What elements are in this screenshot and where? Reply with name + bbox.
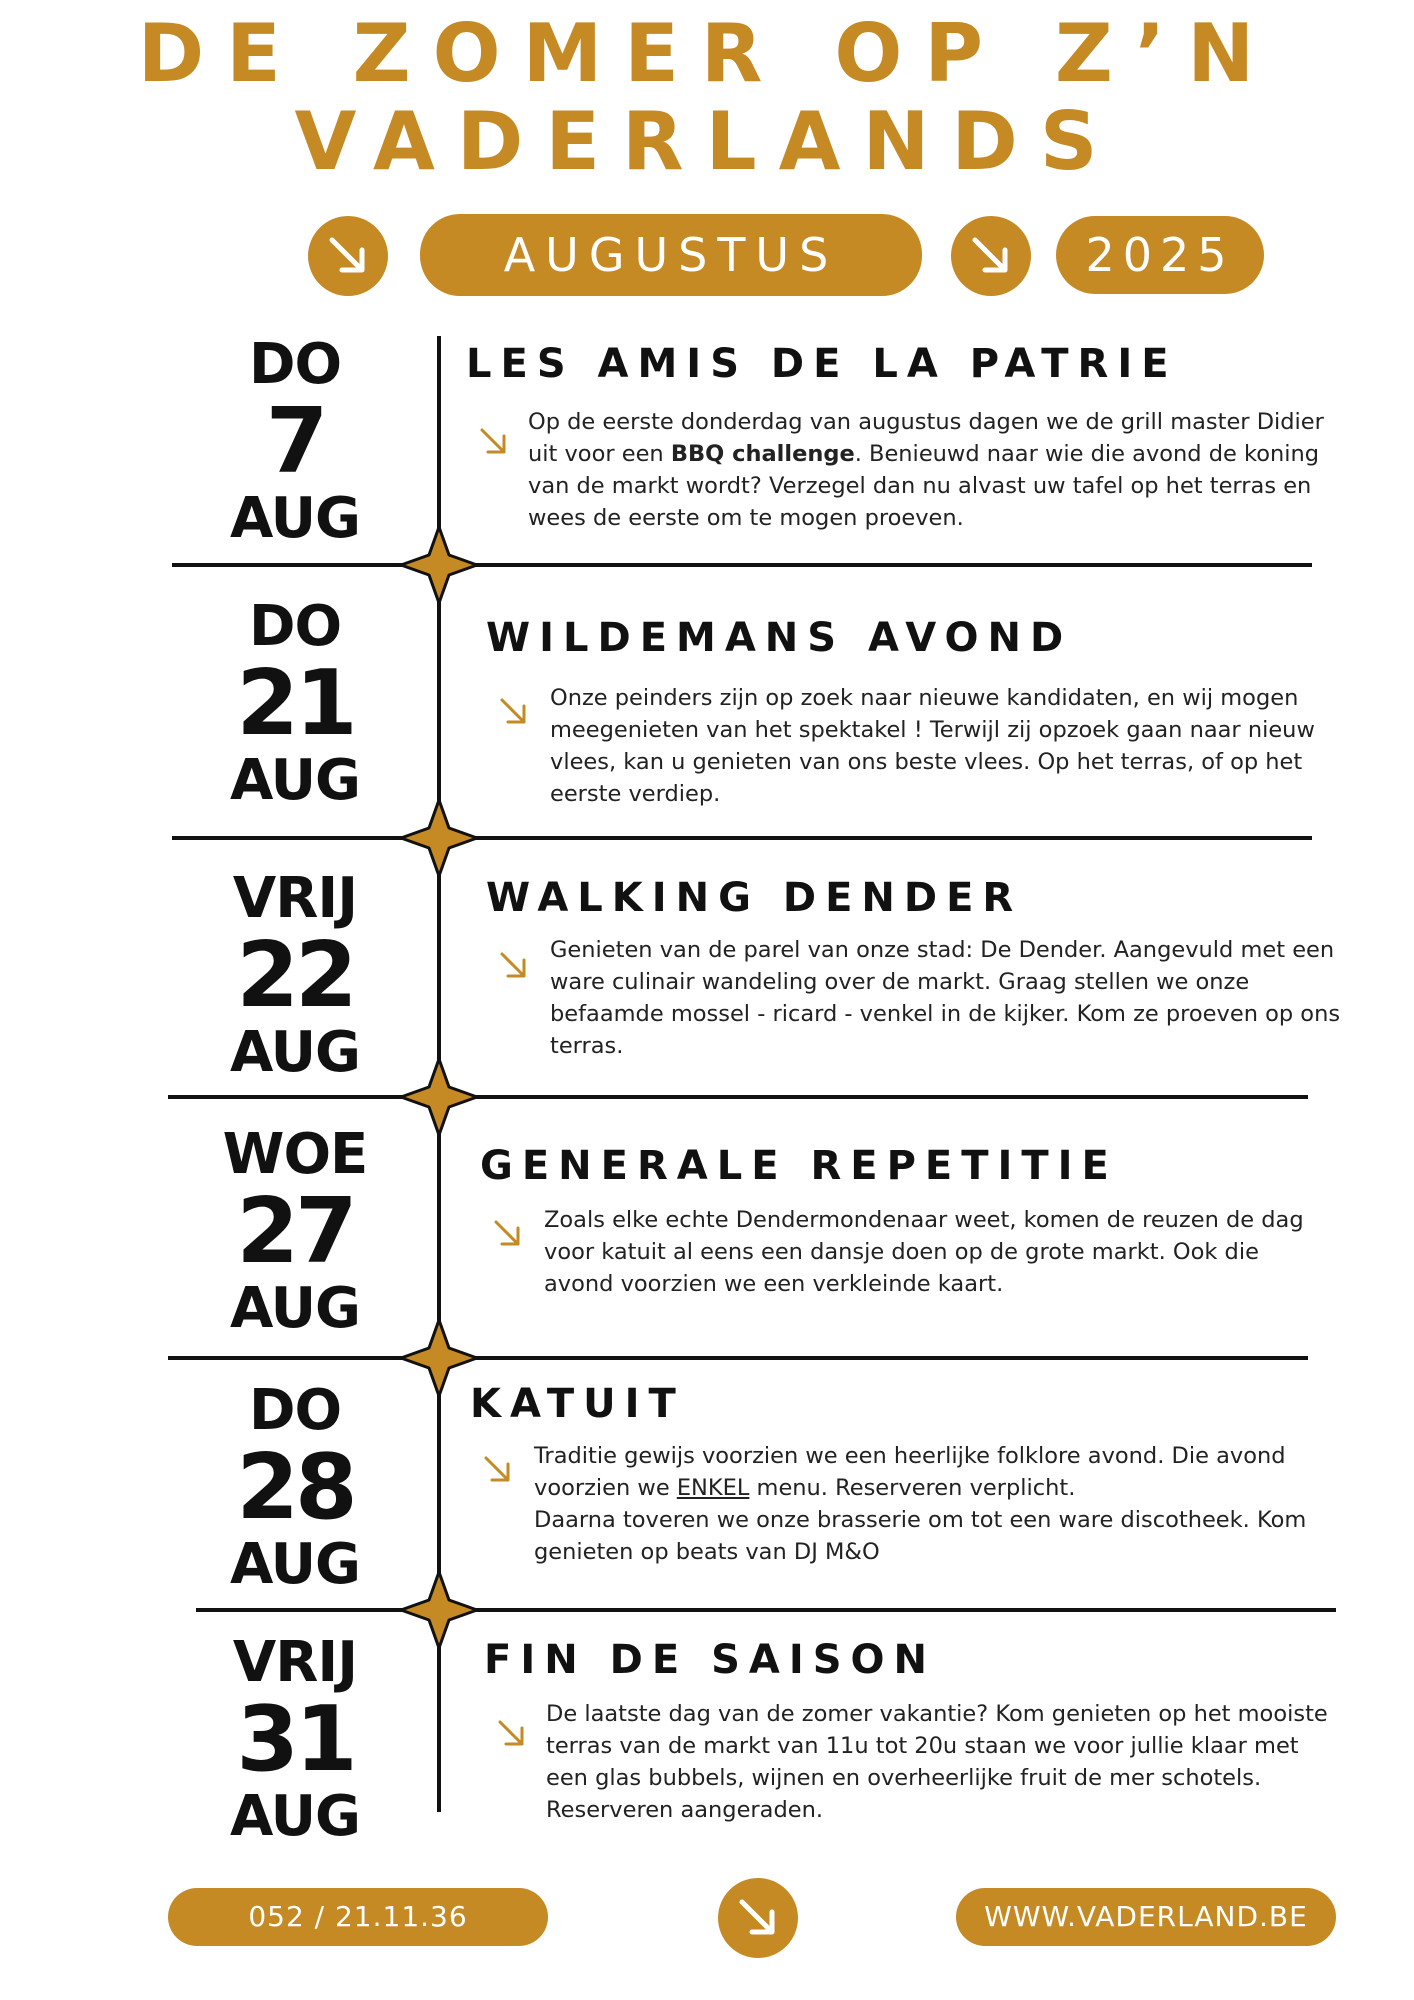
event-description: Traditie gewijs voorzien we een heerlijke folklore avond. Die avond voorzien we ENKEL menu. Reserveren verplicht. Daarna toveren we onze brasserie om tot een ware discotheek. Kom genieten op beats van DJ M&O — [534, 1443, 1307, 1565]
phone-pill[interactable]: 052 / 21.11.36 — [168, 1888, 548, 1946]
event-date — [190, 1380, 400, 1596]
year-pill: 2025 — [1056, 216, 1264, 294]
divider-line — [172, 836, 1312, 840]
arrow-down-right-icon — [480, 1452, 516, 1488]
event-date — [190, 868, 400, 1084]
event-month: AUG — [229, 1020, 361, 1085]
event-weekday: WOE — [222, 1122, 368, 1187]
four-point-star-icon — [399, 798, 479, 878]
website-pill[interactable]: WWW.VADERLAND.BE — [956, 1888, 1336, 1946]
event-weekday: DO — [248, 332, 342, 397]
event-day: 21 — [236, 651, 354, 756]
divider-line — [168, 1356, 1308, 1360]
event-month: AUG — [229, 1276, 361, 1341]
arrow-down-right-icon — [496, 694, 532, 730]
event-weekday: VRIJ — [232, 1630, 358, 1695]
arrow-down-right-icon — [476, 424, 512, 460]
event-month: AUG — [229, 1784, 361, 1849]
divider-line — [168, 1095, 1308, 1099]
four-point-star-icon — [399, 1318, 479, 1398]
event-title: WALKING DENDER — [486, 875, 1023, 921]
event-month: AUG — [229, 486, 361, 551]
event-title: LES AMIS DE LA PATRIE — [466, 341, 1178, 387]
four-point-star-icon — [399, 1570, 479, 1650]
four-point-star-icon — [399, 525, 479, 605]
event-date — [190, 1124, 400, 1340]
arrow-circle-icon — [951, 216, 1031, 296]
event-weekday: DO — [248, 1378, 342, 1443]
event-date — [190, 334, 400, 550]
title-line-2: VADERLANDS — [294, 95, 1120, 188]
four-point-star-icon — [399, 1057, 479, 1137]
arrow-down-right-icon — [490, 1216, 526, 1252]
divider-line — [196, 1608, 1336, 1612]
event-description: Onze peinders zijn op zoek naar nieuwe kandidaten, en wij mogen meegenieten van het spektakel ! Terwijl zij opzoek gaan naar nieuw vlees, kan u genieten van ons beste vlees. Op het terras, of op het eerste verdiep. — [550, 685, 1315, 807]
event-weekday: DO — [248, 594, 342, 659]
arrow-down-right-icon — [496, 948, 532, 984]
event-description: De laatste dag van de zomer vakantie? Kom genieten op het mooiste terras van de markt van 11u tot 20u staan we voor jullie klaar met een glas bubbels, wijnen en overheerlijke fruit de mer schotels. Reserveren aangeraden. — [546, 1701, 1328, 1823]
title-line-1: DE ZOMER OP Z’N — [137, 7, 1277, 100]
month-pill: AUGUSTUS — [420, 214, 922, 296]
event-title: GENERALE REPETITIE — [480, 1143, 1118, 1189]
arrow-circle-icon — [308, 216, 388, 296]
event-description: Genieten van de parel van onze stad: De Dender. Aangevuld met een ware culinair wandeling over de markt. Graag stellen we onze befaamde mossel - ricard - venkel in de kijker. Kom ze proeven op ons terras. — [550, 937, 1341, 1059]
enkel-underlined: ENKEL — [676, 1475, 750, 1501]
event-title: KATUIT — [470, 1381, 685, 1427]
divider-line — [172, 563, 1312, 567]
event-description: Op de eerste donderdag van augustus dagen we de grill master Didier uit voor een BBQ challenge. Benieuwd naar wie die avond de koning van de markt wordt? Verzegel dan nu alvast uw tafel op het terras en wees de eerste om te mogen proeven. — [528, 409, 1324, 531]
arrow-down-right-icon — [494, 1716, 530, 1752]
arrow-circle-icon — [718, 1878, 798, 1958]
event-date — [190, 596, 400, 812]
event-day: 27 — [236, 1179, 354, 1284]
event-date — [190, 1632, 400, 1848]
event-month: AUG — [229, 1532, 361, 1597]
event-day: 28 — [236, 1435, 354, 1540]
event-title: FIN DE SAISON — [484, 1637, 936, 1683]
event-description: Zoals elke echte Dendermondenaar weet, komen de reuzen de dag voor katuit al eens een dansje doen op de grote markt. Ook die avond voorzien we een verkleinde kaart. — [544, 1207, 1304, 1297]
event-title: WILDEMANS AVOND — [486, 615, 1073, 661]
event-day: 31 — [236, 1687, 354, 1792]
event-day: 22 — [236, 923, 354, 1028]
event-month: AUG — [229, 748, 361, 813]
bbq-highlight: BBQ challenge — [670, 441, 855, 467]
event-weekday: VRIJ — [232, 866, 358, 931]
event-day: 7 — [265, 389, 325, 494]
